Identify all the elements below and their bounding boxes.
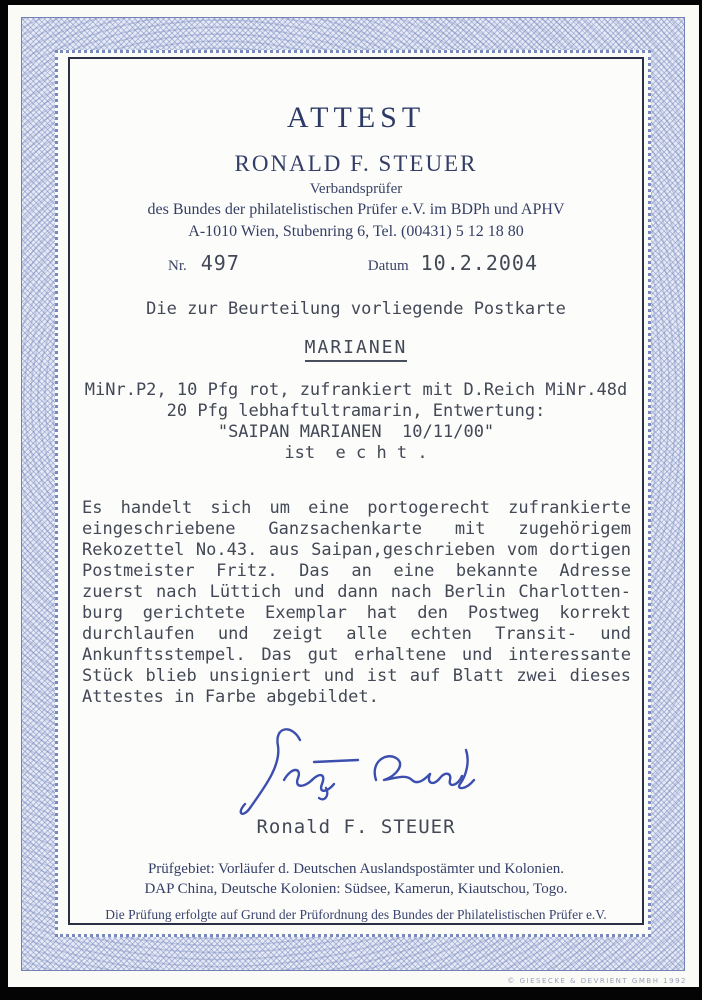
item-description-line: MiNr.P2, 10 Pfg rot, zufrankiert mit D.Reich MiNr.48d	[84, 380, 628, 400]
number-value: 497	[200, 251, 240, 275]
body-line: durchlaufen und zeigt alle echten Transit- und	[82, 624, 631, 644]
body-line: Es handelt sich um eine portogerecht zufrankierte	[82, 498, 631, 518]
body-line: burg gerichtete Exemplar hat den Postweg korrekt	[82, 603, 631, 623]
territory-heading: MARIANEN	[305, 337, 408, 362]
footer-line-pruefordnung: Die Prüfung erfolgte auf Grund der Prüfordnung des Bundes der Philatelistischen Prüfer e.V.	[105, 907, 607, 922]
item-description-line: 20 Pfg lebhaftultramarin, Entwertung:	[166, 401, 546, 421]
certificate-date-group	[368, 251, 538, 275]
body-line: Stück blieb unsigniert und ist auf Blatt zwei dieses	[82, 666, 631, 686]
footer-line-pruefgebiet: Prüfgebiet: Vorläufer d. Deutschen Auslandspostämter und Kolonien.	[147, 861, 565, 877]
printer-imprint: © GIESECKE & DEVRIENT GMBH 1992	[507, 977, 687, 985]
item-description	[82, 380, 630, 464]
address-line: A-1010 Wien, Stubenring 6, Tel. (00431) 5 12 18 80	[188, 223, 524, 240]
date-label: Datum	[367, 258, 409, 274]
date-value: 10.2.2004	[420, 251, 538, 275]
number-label: Nr.	[168, 258, 187, 274]
footer-line-regions: DAP China, Deutsche Kolonien: Südsee, Kamerun, Kiautschou, Togo.	[144, 881, 568, 897]
item-description-line: ist e c h t .	[284, 443, 428, 463]
examiner-name: RONALD F. STEUER	[234, 151, 478, 176]
certificate-frame	[68, 57, 644, 925]
certificate-title: ATTEST	[286, 101, 426, 134]
item-description-line: "SAIPAN MARIANEN 10/11/00"	[217, 422, 495, 442]
territory-heading-wrap	[82, 337, 630, 362]
body-line: eingeschriebene Ganzsachenkarte mit zugehörigem	[82, 519, 631, 539]
signature	[82, 724, 630, 816]
body-line: zuerst nach Lüttich und dann nach Berlin Charlotten-	[82, 582, 631, 602]
signature-ink	[226, 724, 486, 816]
certificate-paper	[8, 5, 699, 987]
association-line: des Bundes der philatelistischen Prüfer e.V. im BDPh und APHV	[147, 201, 565, 218]
certificate-number-group	[168, 251, 240, 275]
body-line: Attestes in Farbe abgebildet.	[82, 687, 379, 707]
body-line: Ankunftsstempel. Das gut erhaltene und interessante	[82, 645, 631, 665]
certificate-number-row	[82, 251, 630, 275]
examiner-role: Verbandsprüfer	[309, 181, 403, 197]
body-line: Rekozettel No.43. aus Saipan,geschrieben vom dortigen	[82, 540, 631, 560]
body-paragraph	[82, 498, 631, 708]
body-line: Postmeister Fritz. Das an eine bekannte Adresse	[82, 561, 631, 581]
subject-intro: Die zur Beurteilung vorliegende Postkarte	[146, 299, 566, 319]
signature-name: Ronald F. STEUER	[256, 816, 456, 838]
